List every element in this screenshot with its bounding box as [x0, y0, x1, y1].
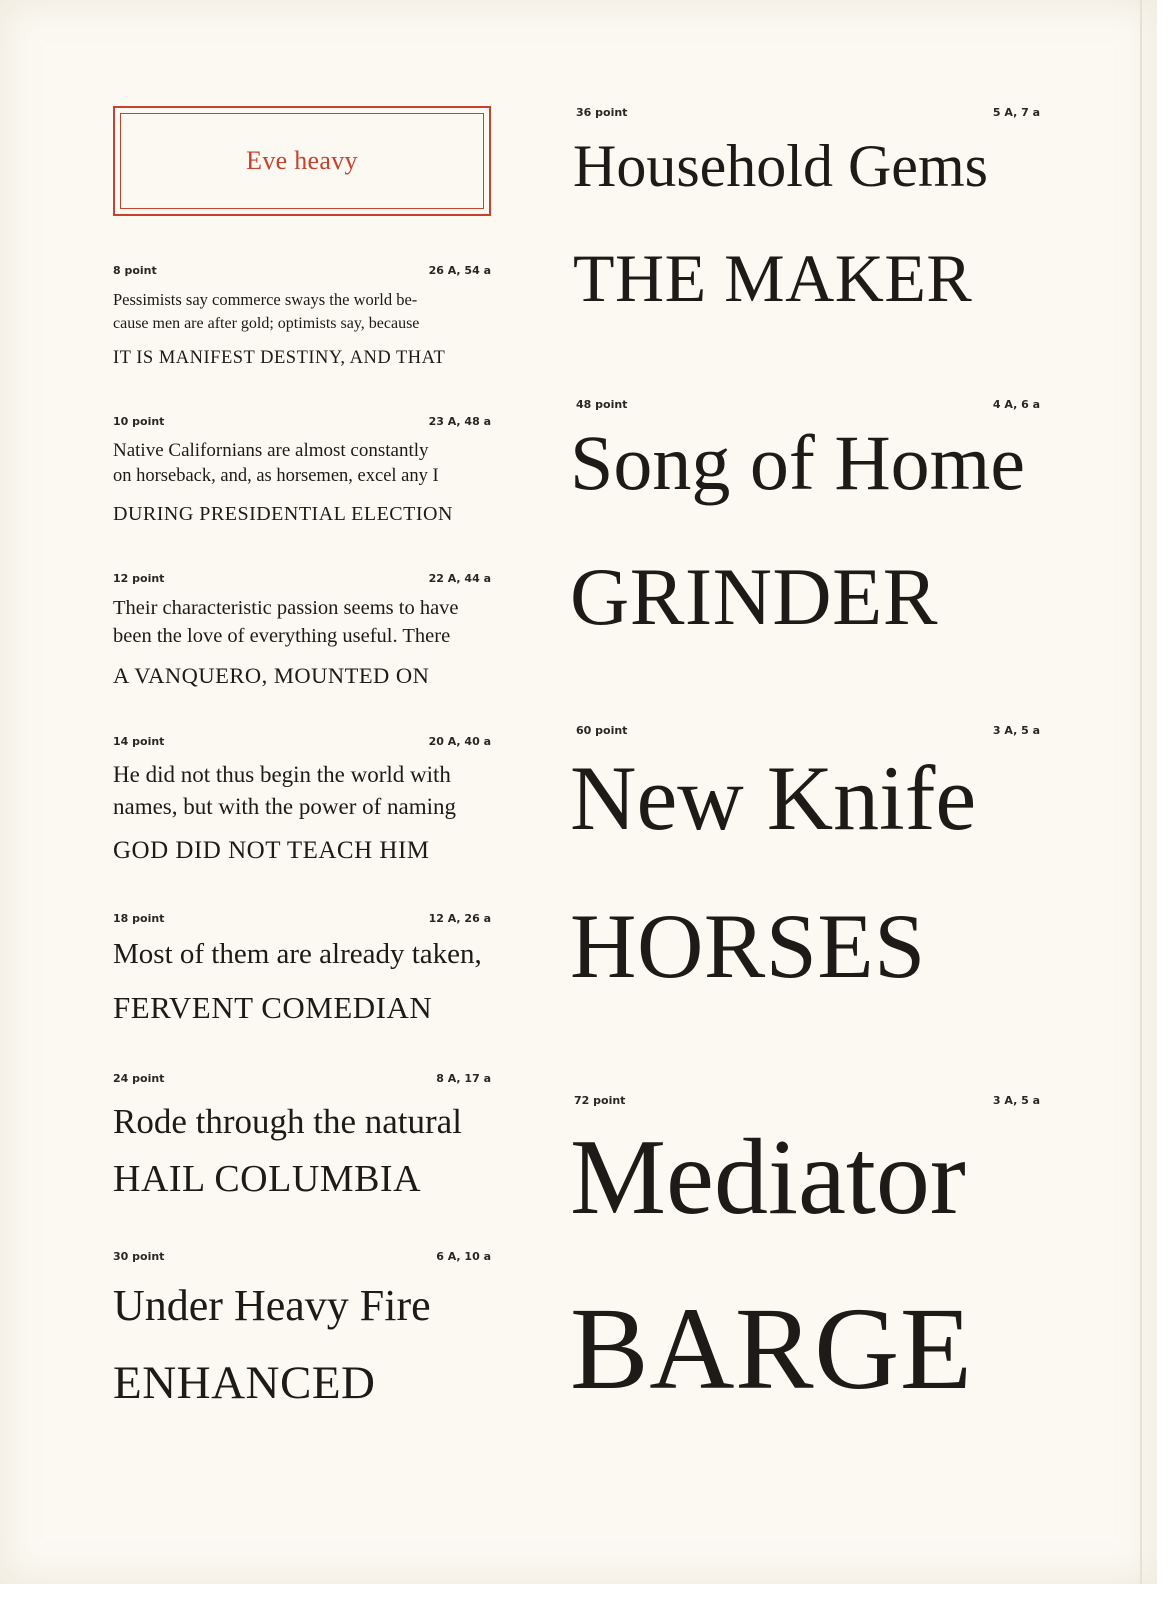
size-label-12pt: 12 point [113, 572, 165, 585]
sample-line-14pt-1: He did not thus begin the world with [113, 762, 451, 787]
size-label-14pt: 14 point [113, 735, 165, 748]
size-label-24pt: 24 point [113, 1072, 165, 1085]
sample-line-24pt-2: HAIL COLUMBIA [113, 1158, 422, 1200]
size-label-10pt: 10 point [113, 415, 165, 428]
sample-line-72pt-2: BARGE [570, 1283, 973, 1414]
sample-line-30pt-2: ENHANCED [113, 1357, 376, 1409]
font-count-8pt: 26 A, 54 a [428, 264, 491, 277]
sample-line-18pt-2: FERVENT COMEDIAN [113, 990, 433, 1025]
font-count-60pt: 3 A, 5 a [992, 724, 1040, 737]
size-label-36pt: 36 point [576, 106, 628, 119]
sample-line-8pt-1: Pessimists say commerce sways the world be- [113, 290, 418, 309]
sample-line-60pt-2: HORSES [570, 895, 926, 997]
font-count-48pt: 4 A, 6 a [992, 398, 1040, 411]
size-label-8pt: 8 point [113, 264, 157, 277]
sample-line-14pt-2: names, but with the power of naming [113, 794, 457, 819]
font-count-36pt: 5 A, 7 a [992, 106, 1040, 119]
title-frame-inner [120, 113, 484, 209]
sample-line-8pt-3: IT IS MANIFEST DESTINY, AND THAT [113, 348, 446, 368]
font-count-12pt: 22 A, 44 a [428, 572, 491, 585]
size-label-18pt: 18 point [113, 912, 165, 925]
sample-line-72pt-1: Mediator [570, 1118, 966, 1237]
size-label-72pt: 72 point [574, 1094, 626, 1107]
size-label-60pt: 60 point [576, 724, 628, 737]
font-count-30pt: 6 A, 10 a [436, 1250, 491, 1263]
font-count-72pt: 3 A, 5 a [992, 1094, 1040, 1107]
size-label-30pt: 30 point [113, 1250, 165, 1263]
sample-line-48pt-1: Song of Home [570, 419, 1025, 506]
specimen-title: Eve heavy [246, 146, 358, 175]
page-fold-line [1140, 0, 1142, 1584]
sample-line-30pt-1: Under Heavy Fire [113, 1281, 431, 1330]
sample-line-18pt-1: Most of them are already taken, [113, 938, 482, 970]
sample-line-12pt-3: A VANQUERO, MOUNTED ON [113, 663, 430, 688]
font-count-14pt: 20 A, 40 a [428, 735, 491, 748]
sample-line-36pt-2: THE MAKER [573, 240, 973, 316]
sample-line-60pt-1: New Knife [570, 747, 977, 849]
sample-line-14pt-3: GOD DID NOT TEACH HIM [113, 837, 430, 864]
size-label-48pt: 48 point [576, 398, 628, 411]
font-count-18pt: 12 A, 26 a [428, 912, 491, 925]
sample-line-12pt-2: been the love of everything useful. There [113, 625, 451, 647]
font-count-10pt: 23 A, 48 a [428, 415, 491, 428]
sample-line-24pt-1: Rode through the natural [113, 1102, 462, 1141]
font-count-24pt: 8 A, 17 a [436, 1072, 491, 1085]
sample-line-8pt-2: cause men are after gold; optimists say, because [113, 315, 420, 332]
sample-line-10pt-3: DURING PRESIDENTIAL ELECTION [113, 503, 453, 525]
sample-line-10pt-2: on horseback, and, as horsemen, excel any I [113, 466, 439, 486]
sample-line-10pt-1: Native Californians are almost constantly [113, 440, 429, 461]
sample-line-48pt-2: GRINDER [570, 551, 938, 642]
title-frame [113, 106, 491, 216]
sample-line-36pt-1: Household Gems [573, 133, 988, 199]
page-margin [1157, 0, 1175, 1600]
sample-line-12pt-1: Their characteristic passion seems to have [113, 597, 459, 619]
